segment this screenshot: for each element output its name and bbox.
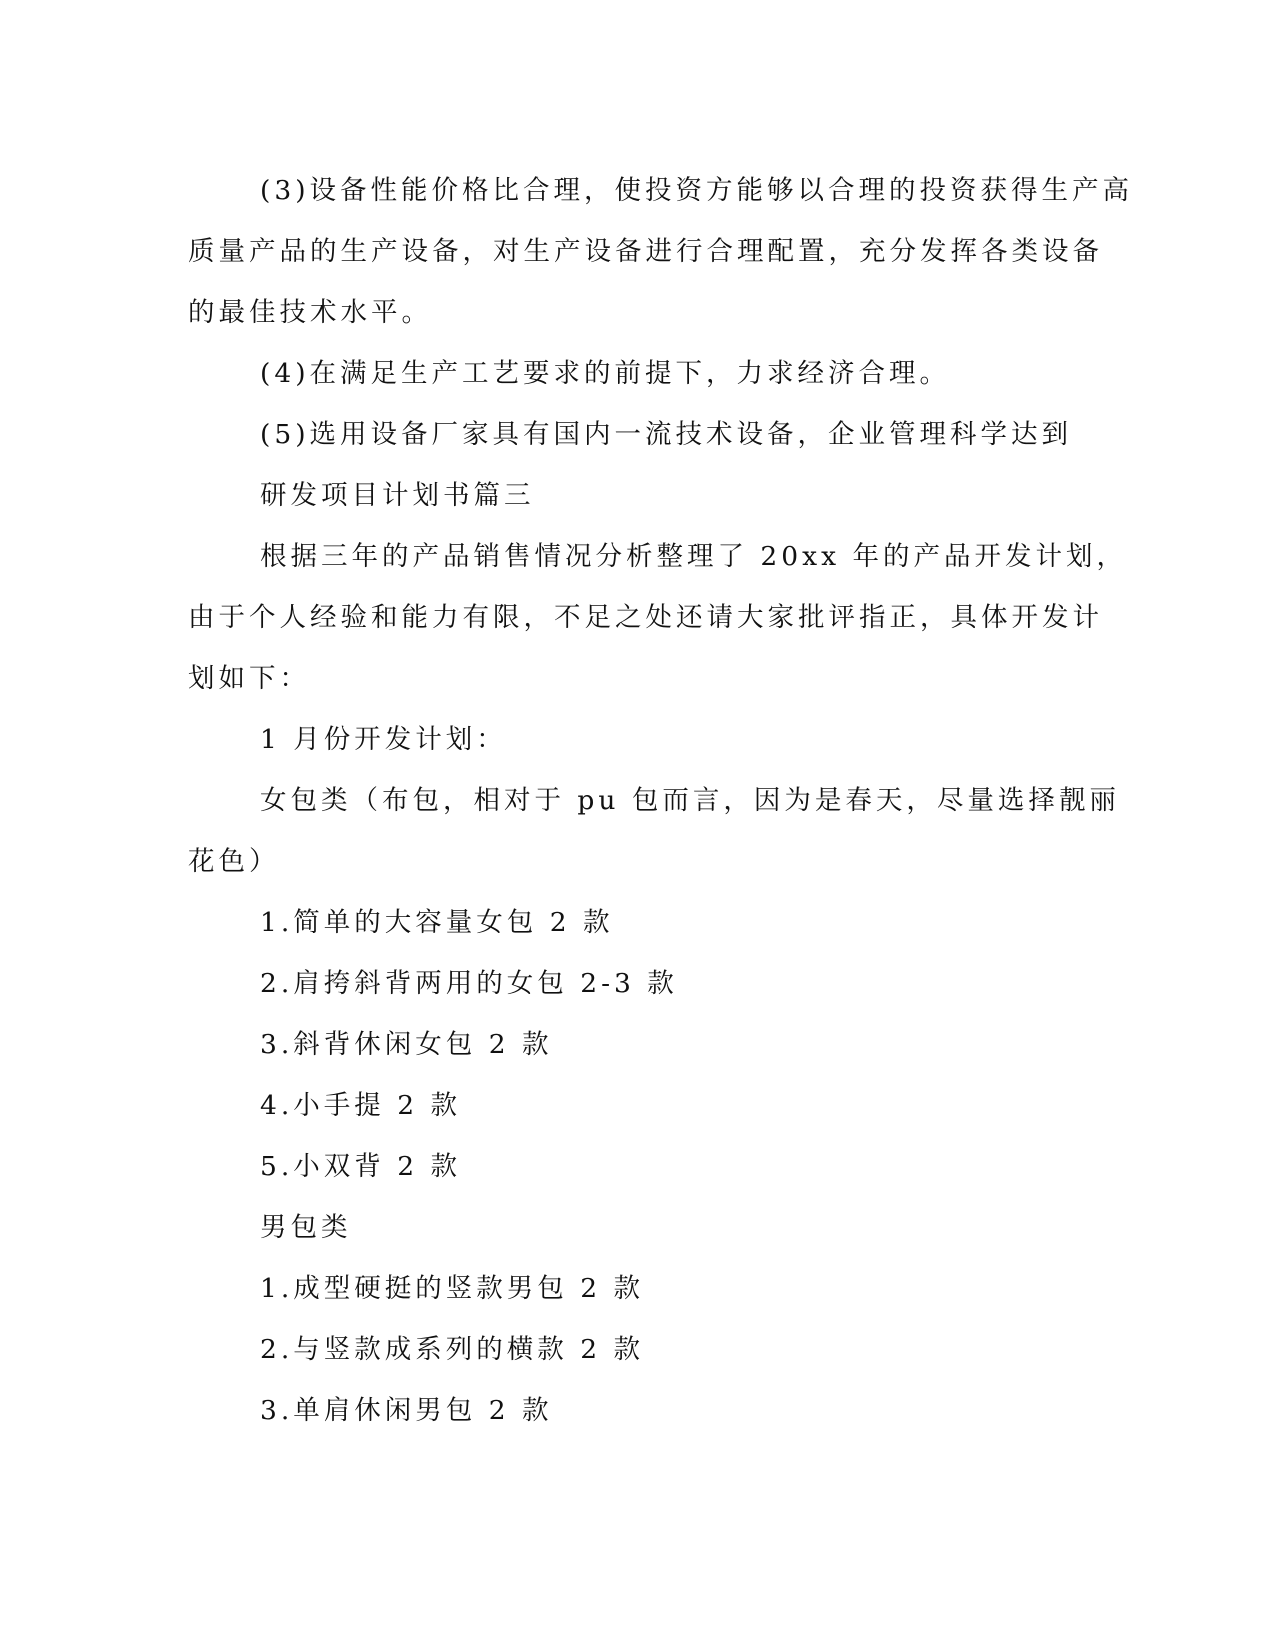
list-item: 1.简单的大容量女包 2 款 — [260, 907, 614, 938]
category-heading: 男包类 — [260, 1212, 352, 1243]
list-item: 3.斜背休闲女包 2 款 — [260, 1029, 553, 1060]
paragraph-line: (3)设备性能价格比合理，使投资方能够以合理的投资获得生产高 — [260, 175, 1134, 206]
paragraph-line: 根据三年的产品销售情况分析整理了 20xx 年的产品开发计划， — [260, 541, 1127, 572]
list-item: 4.小手提 2 款 — [260, 1090, 461, 1121]
list-item: 1.成型硬挺的竖款男包 2 款 — [260, 1273, 644, 1304]
paragraph-line: 划如下： — [188, 663, 310, 694]
paragraph-line: (4)在满足生产工艺要求的前提下，力求经济合理。 — [260, 358, 951, 389]
paragraph-line: 质量产品的生产设备，对生产设备进行合理配置，充分发挥各类设备 — [188, 236, 1103, 267]
list-item: 5.小双背 2 款 — [260, 1151, 461, 1182]
paragraph-line: 由于个人经验和能力有限，不足之处还请大家批评指正，具体开发计 — [188, 602, 1103, 633]
list-item: 3.单肩休闲男包 2 款 — [260, 1395, 553, 1426]
subheading: 1 月份开发计划： — [260, 724, 507, 755]
category-heading: 女包类（布包，相对于 pu 包而言，因为是春天，尽量选择靓丽 — [260, 785, 1120, 816]
paragraph-line: 花色） — [188, 846, 280, 877]
section-heading: 研发项目计划书篇三 — [260, 480, 535, 511]
paragraph-line: 的最佳技术水平。 — [188, 297, 432, 328]
paragraph-line: (5)选用设备厂家具有国内一流技术设备，企业管理科学达到 — [260, 419, 1073, 450]
list-item: 2.与竖款成系列的横款 2 款 — [260, 1334, 644, 1365]
document-body — [188, 160, 1134, 1441]
list-item: 2.肩挎斜背两用的女包 2-3 款 — [260, 968, 678, 999]
